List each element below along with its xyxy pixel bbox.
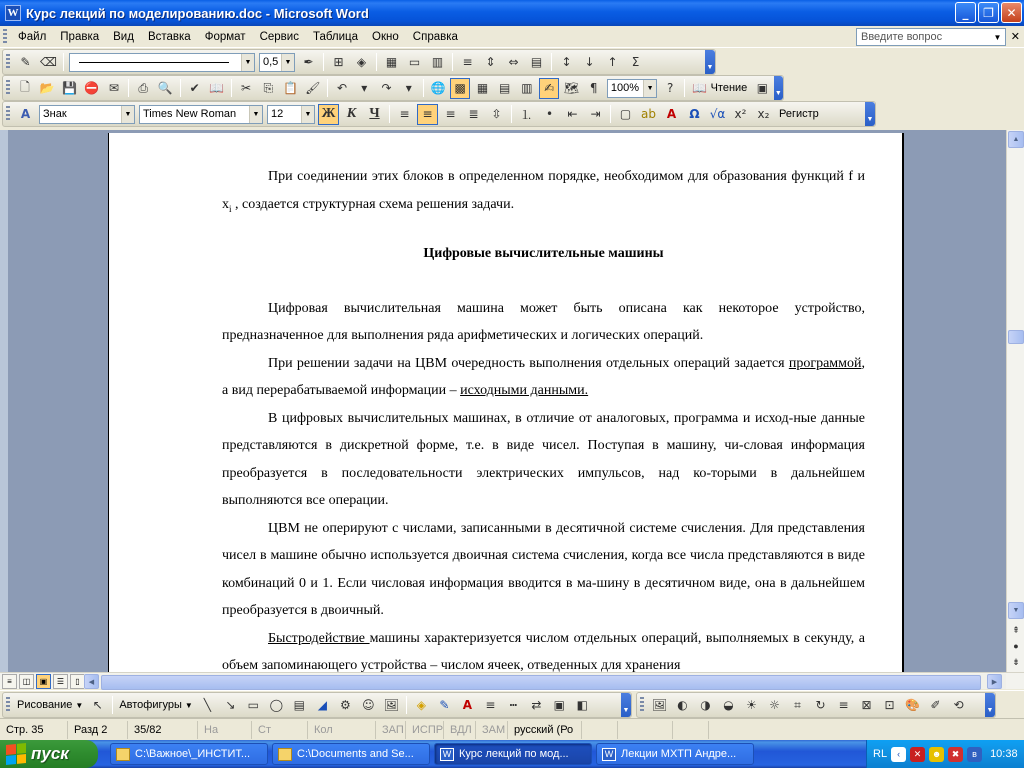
shadow-style-icon[interactable]: ▣ [553,698,566,712]
font-select[interactable] [139,105,263,124]
status-empty-pane [618,721,673,739]
separator [452,53,453,71]
status-column: Кол [308,721,376,739]
diagram-icon[interactable]: ⚙ [339,698,351,712]
decrease-indent-icon[interactable]: ⇤ [567,107,578,121]
hyperlink-icon[interactable]: 🌐 [430,81,446,95]
taskbar-item-label: C:\Важное\_ИНСТИТ... [135,748,251,760]
menu-edit[interactable]: Правка [60,30,100,43]
scroll-up-arrow-icon[interactable]: ▲ [1008,131,1024,148]
paragraph-5: ЦВМ не оперируют с числами, записанными в десятичной системе счисления. Для представления чисел в машине обычно используется двоичная система счисления, когда все числа представляются в виде комбинаций 0 и 1. Если числовая информация вводится в ма-шину в десятичном виде, она в дальнейшем преобразуется в двоичный. [222,520,865,618]
print-icon[interactable]: ⎙ [138,80,148,95]
draw-menu-button[interactable]: Рисование [17,699,73,711]
normal-view-icon[interactable]: ≡ [2,674,17,689]
separator [511,105,512,123]
line-style-select[interactable] [69,53,255,72]
align-cell-icon[interactable]: ≡ [462,55,473,69]
bullets-icon[interactable]: • [545,107,554,121]
paragraph-6 [222,625,865,673]
menu-format[interactable]: Формат [204,30,246,43]
underlined-term-input-data: исходными данными. [460,383,589,398]
toolbar-grip[interactable] [6,697,10,713]
chevron-down-icon[interactable]: ▼ [184,700,193,710]
separator [180,79,181,97]
windows-flag-icon [6,743,26,765]
status-bar [0,718,1024,740]
picture-toolbar [636,692,996,718]
sort-ascending-icon[interactable]: ↓ [584,55,595,69]
line-style-icon[interactable]: ≡ [838,698,849,712]
paragraph-3-text-b: , а вид перерабатываемой информации – [222,355,865,398]
paragraph-1-tail: , создается структурная схема решения задачи. [231,196,515,212]
numbering-icon[interactable]: ⒈ [520,107,533,122]
cut-icon[interactable]: ✂ [241,81,252,95]
style-value: Знак [43,108,67,120]
line-spacing-icon[interactable]: ⇳ [491,107,502,121]
redo-dropdown-icon[interactable]: ▾ [405,81,412,95]
reading-layout-icon[interactable]: 📖 [691,81,707,95]
start-button[interactable] [0,740,98,768]
title-bar [0,0,1024,26]
window-controls [955,2,1022,23]
drawing-toolbar-row [0,690,1024,718]
text-box-icon[interactable]: ▤ [293,698,306,712]
select-objects-icon[interactable]: ↖ [92,698,103,712]
clock: 10:38 [990,748,1018,760]
minimize-button[interactable]: _ [955,2,976,23]
style-select[interactable] [39,105,135,124]
standard-toolbar [2,75,784,101]
chevron-down-icon[interactable]: ▼ [249,106,262,123]
close-document-button[interactable]: ✕ [1010,31,1020,43]
clip-art-icon[interactable]: ☺ [362,698,375,712]
scroll-thumb[interactable] [1008,330,1024,344]
toolbar-grip[interactable] [6,106,10,122]
wordart-icon[interactable]: ◢ [317,698,327,712]
open-folder-icon[interactable]: 📂 [39,81,55,95]
toolbar-options-icon[interactable]: ▼ [985,693,995,717]
line-style-sample [79,62,229,63]
text-direction-icon[interactable]: ↕ [561,55,572,69]
taskbar-item-word-2[interactable] [596,743,754,765]
research-icon[interactable]: 📖 [209,81,225,95]
line-width-select[interactable] [259,53,295,72]
insert-picture-icon[interactable]: 🖼 [651,698,668,712]
tables-borders-toggle-icon[interactable]: ▩ [450,78,470,99]
separator [327,79,328,97]
increase-indent-icon[interactable]: ⇥ [590,107,601,121]
vertical-ruler [0,130,8,672]
bold-button[interactable]: Ж [318,104,339,125]
paragraph-6-text: машины характеризуется числом отдельных операций, выполняемых в секунду, а объем запоминающего устройства – числом ячеек, отведенных для хранения [222,630,865,672]
line-width-value: 0,5 [263,56,279,68]
new-document-icon[interactable]: 🗋 [20,79,30,94]
spelling-icon[interactable]: ✔ [189,81,200,95]
status-page[interactable]: Стр. 35 [0,721,68,739]
set-transparent-icon[interactable]: ✐ [930,698,941,712]
justify-icon[interactable]: ≣ [468,107,479,121]
insert-excel-icon[interactable]: ▤ [499,81,511,95]
menu-help[interactable]: Справка [412,30,458,43]
chevron-down-icon[interactable]: ▼ [643,80,656,97]
chevron-down-icon[interactable]: ▼ [75,700,84,710]
insert-table-icon[interactable]: ▦ [385,55,398,69]
document-workspace [8,130,1006,672]
align-right-icon[interactable]: ≡ [445,107,456,121]
arrow-tool-icon[interactable]: ↘ [225,698,236,712]
font-color-icon[interactable]: A [666,107,677,121]
taskbar-item-label: C:\Documents and Se... [297,748,414,760]
status-empty-pane [673,721,709,739]
separator [610,105,611,123]
redo-icon[interactable]: ↷ [381,81,392,95]
toolbar-grip[interactable] [640,697,644,713]
network-icon[interactable]: ✕ [910,747,925,762]
taskbar-item-label: Лекции МХТП Андре... [621,748,737,760]
status-record-macro[interactable]: ЗАП [376,721,406,739]
help-icon[interactable]: ? [667,81,674,95]
separator [389,105,390,123]
sort-descending-icon[interactable]: ↑ [607,55,618,69]
toolbar-grip[interactable] [6,54,10,70]
italic-button[interactable]: К [346,106,357,121]
toolbar-options-icon[interactable]: ▼ [774,76,784,100]
taskbar [0,740,1024,768]
system-tray [866,740,1024,768]
subscript-icon[interactable]: x₂ [757,107,770,121]
toolbar-row-2 [0,75,1024,101]
formatting-toolbar [2,101,876,127]
toolbar-grip[interactable] [6,80,10,96]
previous-page-icon[interactable]: ⇞ [1012,624,1020,635]
compress-pictures-icon[interactable]: ⊠ [861,698,872,712]
omega-symbol-icon[interactable]: Ω [689,107,700,121]
document-body[interactable] [222,163,865,672]
chevron-down-icon[interactable]: ▼ [993,32,1002,42]
paragraph-4: В цифровых вычислительных машинах, в отличие от аналоговых, программа и исход-ные данные представляются в дискретной форме, т.е. в виде чисел. Поступая в машину, чи-словая информация преобразуется в последовательности электрических импульсов, над ко-торыми в дальнейшем выполняются все операции. [222,410,865,508]
rectangle-tool-icon[interactable]: ▭ [247,698,260,712]
font-color-icon[interactable]: A [462,698,472,712]
status-overtype[interactable]: ЗАМ [476,721,508,739]
status-section[interactable]: Разд 2 [68,721,128,739]
permission-icon[interactable]: ⛔ [84,81,100,95]
document-page[interactable] [108,133,904,672]
merge-cells-icon[interactable]: ▭ [408,55,421,69]
separator [112,696,113,714]
horizontal-scroll-thumb[interactable] [101,675,981,690]
status-spelling-icon[interactable] [582,721,618,739]
undo-dropdown-icon[interactable]: ▾ [361,81,368,95]
scroll-down-arrow-icon[interactable]: ▼ [1008,602,1024,619]
separator [551,53,552,71]
color-icon[interactable]: ◐ [677,698,688,712]
status-language[interactable]: русский (Ро [508,721,582,739]
separator [684,79,685,97]
word-app-icon[interactable]: W [5,5,21,21]
help-question-placeholder: Введите вопрос [861,31,943,43]
border-color-icon[interactable]: ✒ [303,55,314,69]
dash-style-icon[interactable]: ┅ [509,698,517,712]
chevron-down-icon[interactable]: ▼ [241,54,254,71]
antivirus-icon[interactable]: ☻ [929,747,944,762]
paragraph-1-subscript: i [229,203,232,214]
separator [423,79,424,97]
font-value: Times New Roman [143,108,237,120]
split-cells-icon[interactable]: ▥ [431,55,444,69]
font-size-select[interactable] [267,105,315,124]
email-icon[interactable]: ✉ [108,81,119,95]
drawing-toolbar [2,692,632,718]
status-track-changes[interactable]: ИСПР [406,721,444,739]
borders-icon[interactable]: ⊞ [333,55,344,69]
scroll-right-arrow-icon[interactable]: ▶ [987,674,1002,689]
chevron-down-icon[interactable]: ▼ [121,106,134,123]
print-layout-icon[interactable]: ▣ [36,674,51,689]
menu-bar [0,26,1024,48]
format-painter-icon[interactable]: 🖌 [305,81,321,95]
separator [63,53,64,71]
toolbar-options-icon[interactable]: ▼ [705,50,715,74]
chevron-left-icon[interactable]: ‹ [891,747,906,762]
separator [128,79,129,97]
toolbar-options-icon[interactable]: ▼ [865,102,875,126]
folder-icon [116,748,130,761]
security-icon[interactable]: ✖ [948,747,963,762]
outline-view-icon[interactable]: ☰ [53,674,68,689]
paragraph-1 [222,163,865,218]
tables-borders-toolbar [2,49,716,75]
highlight-icon[interactable]: ab [641,107,656,121]
document-map-icon[interactable]: 🗺 [563,81,580,95]
3d-style-icon[interactable]: ◧ [576,698,589,712]
eraser-icon[interactable]: ⌫ [40,55,57,69]
align-center-icon[interactable]: ≡ [417,104,438,125]
paragraph-3 [222,350,865,405]
toolbar-grip[interactable] [3,29,7,45]
copy-icon[interactable]: ⎘ [263,80,274,95]
insert-table-icon[interactable]: ▦ [476,81,489,95]
insert-picture-icon[interactable]: 🖼 [383,698,399,712]
taskbar-item-word-active[interactable] [434,743,592,765]
rotate-icon[interactable]: ↻ [815,698,826,712]
toolbar-row-1 [0,49,1024,75]
menu-window[interactable]: Окно [372,30,399,43]
next-page-icon[interactable]: ⇟ [1012,656,1020,667]
word-icon: W [602,748,616,761]
equation-icon[interactable]: √α [709,107,726,121]
change-case-button[interactable]: Регистр [779,108,819,120]
styles-pane-icon[interactable]: A [20,107,31,121]
reading-options-icon[interactable]: ▣ [756,81,769,95]
columns-icon[interactable]: ▥ [521,81,533,95]
paragraph-3-text-a: При решении задачи на ЦВМ очередность выполнения отдельных операций задается [268,355,789,371]
paragraph-1-text: При соединении этих блоков в определенном порядке, необходимом для образования функций f и x [222,169,865,212]
align-left-icon[interactable]: ≡ [399,107,410,121]
oval-tool-icon[interactable]: ◯ [269,698,284,712]
help-question-input[interactable] [856,28,1006,46]
shading-color-icon[interactable]: ◈ [356,55,367,69]
reading-layout-button[interactable]: Чтение [710,82,748,94]
underlined-term-speed: Быстродействие [268,630,370,646]
line-style-icon[interactable]: ≡ [485,698,496,712]
menu-insert[interactable]: Вставка [147,30,191,43]
show-hide-icon[interactable]: ¶ [589,81,598,95]
font-size-value: 12 [271,108,284,120]
status-line: Ст [252,721,308,739]
separator [323,53,324,71]
superscript-icon[interactable]: x² [734,107,747,121]
horizontal-scroll-track[interactable] [84,674,1006,689]
less-contrast-icon[interactable]: ◒ [723,698,734,712]
chevron-down-icon[interactable]: ▼ [281,54,294,71]
zoom-value: 100% [610,82,639,94]
reset-picture-icon[interactable]: ⟲ [953,698,964,712]
outside-border-icon[interactable]: ▢ [619,107,632,121]
section-heading: Цифровые вычислительные машины [423,246,664,261]
window-title: Курс лекций по моделированию.doc - Microsoft Word [26,5,369,21]
menu-table[interactable]: Таблица [312,30,359,43]
line-tool-icon[interactable]: ╲ [203,698,211,712]
toolbar-row-3 [0,101,1024,127]
taskbar-item-folder-1[interactable] [110,743,268,765]
table-autoformat-icon[interactable]: ▤ [530,55,543,69]
autoshapes-menu-button[interactable]: Автофигуры [119,699,182,711]
separator [406,696,407,714]
print-preview-icon[interactable]: 🔍 [157,81,173,95]
menu-file[interactable]: Файл [18,30,47,43]
fill-color-icon[interactable]: ◈ [416,698,426,712]
web-layout-icon[interactable]: ◫ [19,674,34,689]
more-contrast-icon[interactable]: ◑ [700,698,711,712]
close-button[interactable]: ✕ [1001,2,1022,23]
keyboard-layout-indicator[interactable]: RL [873,748,888,760]
taskbar-item-label: Курс лекций по мод... [459,748,569,760]
underlined-term-program: программой [788,355,862,371]
arrow-style-icon[interactable]: ⇄ [531,698,542,712]
scroll-left-arrow-icon[interactable]: ◀ [84,674,99,689]
paragraph-2: Цифровая вычислительная машина может быть описана как некоторое устройство, предназначенное для выполнения ряда арифметических и логических операций. [222,300,865,343]
less-brightness-icon[interactable]: ☼ [769,698,780,712]
status-at: На [198,721,252,739]
status-extend[interactable]: ВДЛ [444,721,476,739]
bluetooth-icon[interactable]: ʙ [967,747,982,762]
menu-tools[interactable]: Сервис [259,30,299,43]
more-brightness-icon[interactable]: ☀ [746,698,757,712]
select-browse-object-icon[interactable]: ● [1013,641,1019,651]
taskbar-item-folder-2[interactable] [272,743,430,765]
separator [376,53,377,71]
reading-layout-view-icon[interactable]: ▯ [70,674,85,689]
distribute-columns-icon[interactable]: ⇔ [508,55,519,69]
save-icon[interactable]: 💾 [61,81,77,95]
drawing-toggle-icon[interactable]: ✍ [539,78,559,99]
word-icon: W [440,748,454,761]
line-color-icon[interactable]: ✎ [439,698,450,712]
separator [231,79,232,97]
undo-icon[interactable]: ↶ [336,81,348,95]
folder-icon [278,748,292,761]
chevron-down-icon[interactable]: ▼ [301,106,314,123]
text-wrapping-icon[interactable]: ⊡ [884,698,895,712]
autosum-icon[interactable]: Σ [631,55,640,69]
distribute-rows-icon[interactable]: ⇕ [485,55,496,69]
vertical-scrollbar[interactable] [1006,130,1024,672]
maximize-button[interactable]: ❐ [978,2,999,23]
draw-table-icon[interactable]: ✎ [20,55,31,69]
zoom-select[interactable] [607,79,657,98]
status-page-count[interactable]: 35/82 [128,721,198,739]
toolbar-options-icon[interactable]: ▼ [621,693,631,717]
paste-icon[interactable]: 📋 [283,81,299,95]
start-label: пуск [31,744,69,763]
underline-button[interactable]: Ч [369,106,380,121]
format-picture-icon[interactable]: 🎨 [905,698,920,712]
crop-icon[interactable]: ⌗ [794,697,801,712]
horizontal-scrollbar-area [0,672,1024,689]
menu-view[interactable]: Вид [113,30,134,43]
